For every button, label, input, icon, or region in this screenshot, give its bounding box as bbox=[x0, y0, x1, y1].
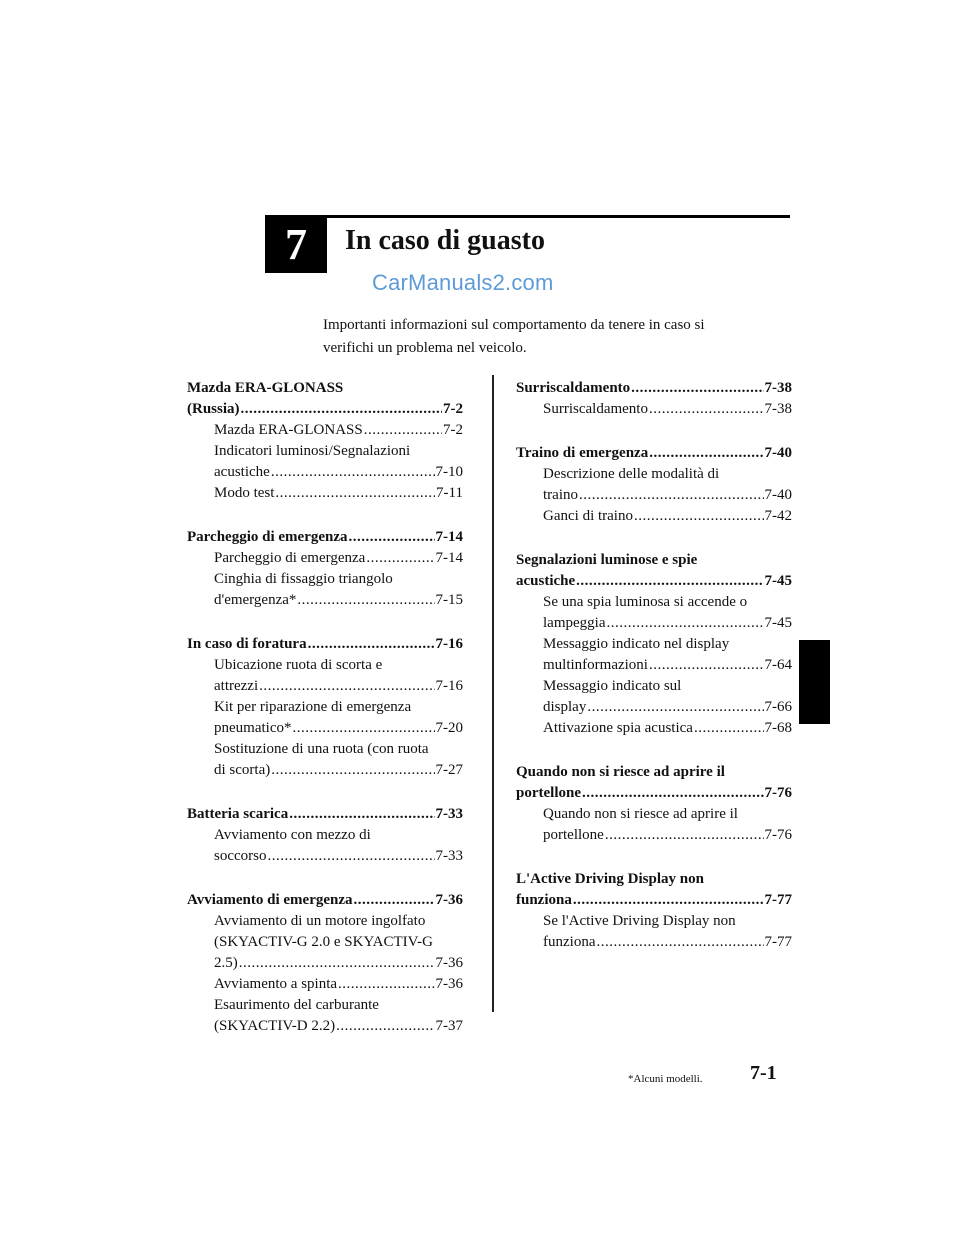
toc-section-title[interactable] bbox=[516, 378, 792, 399]
toc-entry-line: Sostituzione di una ruota (con ruota bbox=[214, 741, 429, 757]
toc-entry-page: 7-37 bbox=[435, 1018, 463, 1034]
toc-entries bbox=[516, 399, 792, 420]
toc-entry-line: (SKYACTIV-G 2.0 e SKYACTIV-G bbox=[214, 934, 433, 950]
toc-section-title-entry[interactable] bbox=[187, 399, 463, 420]
toc-section[interactable] bbox=[187, 804, 463, 867]
dot-leader bbox=[605, 825, 764, 846]
toc-section[interactable] bbox=[187, 527, 463, 611]
toc-entry[interactable] bbox=[543, 676, 792, 718]
dot-leader bbox=[573, 890, 764, 911]
toc-section-page: 7-40 bbox=[764, 445, 792, 461]
toc-entry[interactable] bbox=[214, 825, 463, 867]
toc-entry[interactable] bbox=[214, 483, 463, 504]
dot-leader bbox=[576, 571, 763, 592]
toc-entry-last-line bbox=[214, 718, 463, 739]
dot-leader bbox=[364, 420, 442, 441]
dot-leader bbox=[268, 846, 435, 867]
toc-entry-last-line bbox=[214, 760, 463, 781]
toc-entry-page: 7-15 bbox=[435, 592, 463, 608]
toc-section[interactable] bbox=[516, 378, 792, 420]
dot-leader bbox=[649, 443, 763, 464]
dot-leader bbox=[634, 506, 764, 527]
toc-section-title-line: Segnalazioni luminose e spie bbox=[516, 552, 698, 568]
toc-section-title-entry[interactable] bbox=[516, 783, 792, 804]
toc-entry-last-line bbox=[543, 825, 792, 846]
footnote: *Alcuni modelli. bbox=[628, 1073, 703, 1085]
toc-entry[interactable] bbox=[543, 804, 792, 846]
toc-entry-text: pneumatico* bbox=[214, 720, 292, 736]
toc-entry-page: 7-38 bbox=[764, 401, 792, 417]
toc-entry-last-line bbox=[543, 718, 792, 739]
dot-leader bbox=[308, 634, 435, 655]
toc-section-title-text: funziona bbox=[516, 892, 572, 908]
toc-entry-last-line bbox=[214, 483, 463, 504]
toc-entry-line: Avviamento di un motore ingolfato bbox=[214, 913, 426, 929]
toc-entries bbox=[187, 911, 463, 1037]
toc-section-page: 7-38 bbox=[764, 380, 792, 396]
toc-entry-page: 7-11 bbox=[436, 485, 463, 501]
dot-leader bbox=[239, 953, 435, 974]
toc-entry[interactable] bbox=[543, 506, 792, 527]
toc-entry-last-line bbox=[543, 399, 792, 420]
toc-entry[interactable] bbox=[214, 697, 463, 739]
toc-section[interactable] bbox=[516, 443, 792, 527]
toc-section-title-text: portellone bbox=[516, 785, 581, 801]
toc-section-title-text: Surriscaldamento bbox=[516, 380, 631, 396]
toc-entry-page: 7-76 bbox=[764, 827, 792, 843]
toc-entry-page: 7-14 bbox=[435, 550, 463, 566]
toc-entry-last-line bbox=[214, 548, 463, 569]
dot-leader bbox=[587, 697, 763, 718]
dot-leader bbox=[241, 399, 442, 420]
toc-section-page: 7-77 bbox=[764, 892, 792, 908]
toc-entry-text: Parcheggio di emergenza bbox=[214, 550, 366, 566]
toc-entry-page: 7-64 bbox=[764, 657, 792, 673]
column-divider bbox=[492, 375, 494, 1012]
dot-leader bbox=[366, 548, 434, 569]
toc-section-title-entry[interactable] bbox=[187, 634, 463, 655]
dot-leader bbox=[596, 932, 763, 953]
dot-leader bbox=[649, 399, 764, 420]
toc-section-title-entry[interactable] bbox=[187, 890, 463, 911]
toc-entry-last-line bbox=[543, 613, 792, 634]
toc-left-column bbox=[187, 378, 463, 1060]
toc-section[interactable] bbox=[187, 890, 463, 1037]
toc-entry-last-line bbox=[214, 846, 463, 867]
toc-entry-text: display bbox=[543, 699, 587, 715]
toc-entry-page: 7-66 bbox=[764, 699, 792, 715]
toc-entry-line: Cinghia di fissaggio triangolo bbox=[214, 571, 393, 587]
intro-line-1: Importanti informazioni sul comportamento da tenere in caso si bbox=[323, 317, 705, 333]
chapter-header bbox=[265, 215, 790, 273]
toc-entry-page: 7-68 bbox=[764, 720, 792, 736]
toc-entry-text: Attivazione spia acustica bbox=[543, 720, 693, 736]
toc-entry-line: Messaggio indicato sul bbox=[543, 678, 682, 694]
toc-section-page: 7-36 bbox=[435, 892, 463, 908]
dot-leader bbox=[271, 760, 434, 781]
toc-section-title[interactable] bbox=[187, 527, 463, 548]
watermark: CarManuals2.com bbox=[372, 270, 554, 295]
toc-entry[interactable] bbox=[214, 548, 463, 569]
dot-leader bbox=[297, 590, 434, 611]
toc-section[interactable] bbox=[516, 869, 792, 953]
toc-entry-text: Mazda ERA-GLONASS bbox=[214, 422, 363, 438]
toc-section-title-line: L'Active Driving Display non bbox=[516, 871, 704, 887]
toc-section-title[interactable] bbox=[516, 443, 792, 464]
toc-entry-last-line bbox=[543, 485, 792, 506]
toc-entry-page: 7-40 bbox=[764, 487, 792, 503]
toc-section[interactable] bbox=[516, 762, 792, 846]
toc-entry-page: 7-77 bbox=[764, 934, 792, 950]
toc-entry-text: d'emergenza* bbox=[214, 592, 297, 608]
toc-section-page: 7-45 bbox=[764, 573, 792, 589]
toc-entry[interactable] bbox=[543, 911, 792, 953]
toc-entry-last-line bbox=[543, 506, 792, 527]
toc-entry-line: Descrizione delle modalità di bbox=[543, 466, 720, 482]
toc-entry-text: lampeggia bbox=[543, 615, 606, 631]
toc-entries bbox=[187, 548, 463, 611]
toc-entry[interactable] bbox=[543, 718, 792, 739]
toc-entry-last-line bbox=[214, 1016, 463, 1037]
dot-leader bbox=[579, 485, 764, 506]
toc-entry[interactable] bbox=[543, 592, 792, 634]
toc-section[interactable] bbox=[187, 378, 463, 504]
toc-section-title[interactable] bbox=[187, 890, 463, 911]
dot-leader bbox=[582, 783, 764, 804]
toc-entries bbox=[516, 804, 792, 846]
toc-entry-line: Messaggio indicato nel display bbox=[543, 636, 730, 652]
chapter-number: 7 bbox=[265, 215, 327, 273]
toc-entry-line: Ubicazione ruota di scorta e bbox=[214, 657, 383, 673]
dot-leader bbox=[275, 483, 435, 504]
toc-section-page: 7-76 bbox=[764, 785, 792, 801]
intro-line-2: verifichi un problema nel veicolo. bbox=[323, 340, 527, 356]
toc-section-title-entry[interactable] bbox=[187, 527, 463, 548]
toc-entry-page: 7-42 bbox=[764, 508, 792, 524]
toc-section-title[interactable] bbox=[187, 378, 463, 420]
toc-entry-text: (SKYACTIV-D 2.2) bbox=[214, 1018, 336, 1034]
toc-entry-page: 7-2 bbox=[443, 422, 463, 438]
toc-entry[interactable] bbox=[214, 995, 463, 1037]
toc-section-title-text: Avviamento di emergenza bbox=[187, 892, 353, 908]
toc-entry[interactable] bbox=[214, 441, 463, 483]
toc-entries bbox=[187, 420, 463, 504]
dot-leader bbox=[354, 890, 435, 911]
toc-entry[interactable] bbox=[543, 399, 792, 420]
toc-right-column bbox=[516, 378, 792, 976]
toc-entry-last-line bbox=[214, 590, 463, 611]
dot-leader bbox=[631, 378, 763, 399]
toc-section-title-entry[interactable] bbox=[516, 890, 792, 911]
toc-section-title[interactable] bbox=[516, 869, 792, 911]
toc-section-title-line: Mazda ERA-GLONASS bbox=[187, 380, 344, 396]
toc-section-title-text: In caso di foratura bbox=[187, 636, 307, 652]
toc-section-page: 7-14 bbox=[435, 529, 463, 545]
toc-section-page: 7-16 bbox=[435, 636, 463, 652]
toc-entry[interactable] bbox=[543, 634, 792, 676]
toc-entries bbox=[187, 655, 463, 781]
toc-entry-line: Kit per riparazione di emergenza bbox=[214, 699, 412, 715]
toc-entries bbox=[187, 825, 463, 867]
toc-entry-text: funziona bbox=[543, 934, 596, 950]
toc-entry-page: 7-45 bbox=[764, 615, 792, 631]
toc-section-title-text: Traino di emergenza bbox=[516, 445, 649, 461]
dot-leader bbox=[694, 718, 764, 739]
toc-entry-last-line bbox=[543, 655, 792, 676]
dot-leader bbox=[289, 804, 434, 825]
dot-leader bbox=[271, 462, 435, 483]
dot-leader bbox=[336, 1016, 434, 1037]
toc-entry-line: Se una spia luminosa si accende o bbox=[543, 594, 748, 610]
toc-section-title-text: (Russia) bbox=[187, 401, 240, 417]
toc-entry-line: Avviamento con mezzo di bbox=[214, 827, 371, 843]
toc-entry-text: soccorso bbox=[214, 848, 267, 864]
toc-entry-page: 7-16 bbox=[435, 678, 463, 694]
toc-entry-line: Quando non si riesce ad aprire il bbox=[543, 806, 738, 822]
toc-entry-page: 7-10 bbox=[435, 464, 463, 480]
toc-entry-text: multinformazioni bbox=[543, 657, 648, 673]
toc-entry-last-line bbox=[214, 420, 463, 441]
chapter-rule bbox=[327, 215, 790, 218]
toc-entry[interactable] bbox=[214, 739, 463, 781]
toc-entry-page: 7-33 bbox=[435, 848, 463, 864]
toc-entry-line: Esaurimento del carburante bbox=[214, 997, 379, 1013]
dot-leader bbox=[259, 676, 434, 697]
chapter-title: In caso di guasto bbox=[345, 225, 545, 256]
toc-entry-page: 7-36 bbox=[435, 976, 463, 992]
dot-leader bbox=[338, 974, 434, 995]
toc-section-title-text: Parcheggio di emergenza bbox=[187, 529, 348, 545]
toc-entry-last-line bbox=[214, 462, 463, 483]
toc-entry[interactable] bbox=[214, 420, 463, 441]
toc-entry-line: Se l'Active Driving Display non bbox=[543, 913, 736, 929]
toc-entry-line: Indicatori luminosi/Segnalazioni bbox=[214, 443, 411, 459]
toc-entry-text: traino bbox=[543, 487, 578, 503]
dot-leader bbox=[292, 718, 434, 739]
page-number: 7-1 bbox=[750, 1062, 777, 1084]
dot-leader bbox=[349, 527, 435, 548]
toc-section-page: 7-33 bbox=[435, 806, 463, 822]
toc-section-page: 7-2 bbox=[443, 401, 463, 417]
toc-section-title-entry[interactable] bbox=[516, 571, 792, 592]
toc-entries bbox=[516, 464, 792, 527]
toc-entry[interactable] bbox=[214, 974, 463, 995]
toc-entry-last-line bbox=[214, 953, 463, 974]
toc-entry-text: acustiche bbox=[214, 464, 270, 480]
toc-entry-page: 7-27 bbox=[435, 762, 463, 778]
chapter-intro bbox=[323, 314, 753, 360]
chapter-tab-marker bbox=[799, 640, 830, 724]
toc-entry-text: 2.5) bbox=[214, 955, 238, 971]
toc-entry-last-line bbox=[543, 697, 792, 718]
toc-entry[interactable] bbox=[543, 464, 792, 506]
toc-section[interactable] bbox=[516, 550, 792, 739]
toc-entry[interactable] bbox=[214, 569, 463, 611]
toc-section-title-entry[interactable] bbox=[187, 804, 463, 825]
toc-entry-text: Ganci di traino bbox=[543, 508, 633, 524]
toc-entry-last-line bbox=[214, 676, 463, 697]
toc-entry-page: 7-36 bbox=[435, 955, 463, 971]
toc-section-title[interactable] bbox=[187, 804, 463, 825]
toc-section[interactable] bbox=[187, 634, 463, 781]
toc-section-title[interactable] bbox=[187, 634, 463, 655]
toc-section-title-entry[interactable] bbox=[516, 443, 792, 464]
toc-entry-last-line bbox=[214, 974, 463, 995]
toc-section-title-line: Quando non si riesce ad aprire il bbox=[516, 764, 725, 780]
toc-entries bbox=[516, 592, 792, 739]
toc-entry-text: Surriscaldamento bbox=[543, 401, 648, 417]
toc-entry-text: attrezzi bbox=[214, 678, 259, 694]
toc-entry-text: Avviamento a spinta bbox=[214, 976, 338, 992]
toc-entry[interactable] bbox=[214, 911, 463, 974]
dot-leader bbox=[649, 655, 764, 676]
toc-section-title-text: acustiche bbox=[516, 573, 576, 589]
toc-entry-text: portellone bbox=[543, 827, 604, 843]
toc-section-title[interactable] bbox=[516, 762, 792, 804]
dot-leader bbox=[606, 613, 763, 634]
toc-section-title-entry[interactable] bbox=[516, 378, 792, 399]
toc-entry-text: di scorta) bbox=[214, 762, 271, 778]
toc-entry-last-line bbox=[543, 932, 792, 953]
toc-entry[interactable] bbox=[214, 655, 463, 697]
toc-entries bbox=[516, 911, 792, 953]
toc-entry-page: 7-20 bbox=[435, 720, 463, 736]
toc-section-title[interactable] bbox=[516, 550, 792, 592]
toc-section-title-text: Batteria scarica bbox=[187, 806, 289, 822]
toc-entry-text: Modo test bbox=[214, 485, 275, 501]
